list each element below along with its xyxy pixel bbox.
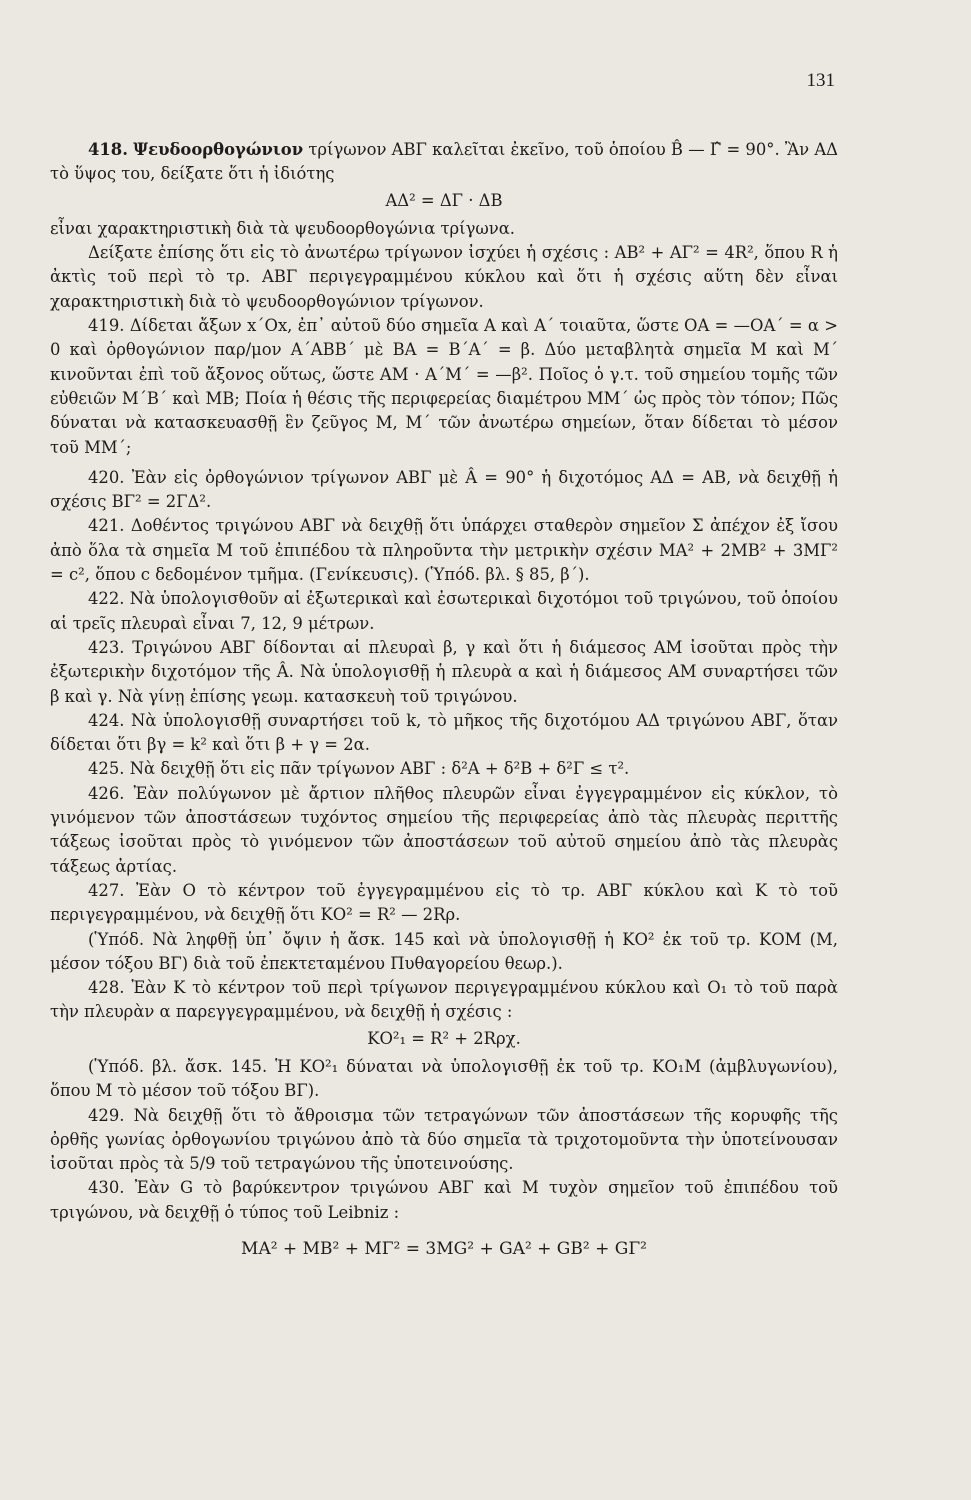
problem-number: 424. bbox=[88, 710, 125, 730]
problem-430 bbox=[50, 1176, 838, 1225]
problem-text: Ἐὰν πολύγωνον μὲ ἄρτιον πλῆθος πλευρῶν εἶναι ἐγγεγραμμένον εἰς κύκλον, τὸ γινόμενον τῶν ἀποστάσεων τυχόντος σημείου τῆς περιφερείας ἀπὸ τὰς πλευρὰς περιττῆς τάξεως ἰσοῦται πρὸς τὸ γινόμενον τῶν ἀποστάσεων τοῦ αὐτοῦ σημείου ἀπὸ τὰς πλευρὰς τάξεως ἀρτίας. bbox=[50, 783, 838, 876]
problem-number: 428. bbox=[88, 978, 125, 998]
problem-428 bbox=[50, 976, 838, 1025]
defined-term: Ψευδοορθογώνιον bbox=[133, 140, 304, 159]
problem-text: Ἐὰν Κ τὸ κέντρον τοῦ περὶ τρίγωνον περιγεγραμμένου κύκλου καὶ Ο₁ τὸ τοῦ παρὰ τὴν πλευρὰν α παρεγγεγραμμένου, νὰ δειχθῇ ἡ σχέσις : bbox=[50, 978, 838, 1022]
leibniz-formula: ΜΑ² + ΜΒ² + ΜΓ² = 3MG² + GA² + GB² + GΓ² bbox=[241, 1239, 647, 1260]
page-number: 131 bbox=[806, 70, 835, 91]
problem-429 bbox=[50, 1104, 838, 1177]
problem-text: Ἐὰν G τὸ βαρύκεντρον τριγώνου ΑΒΓ καὶ Μ τυχὸν σημεῖον τοῦ ἐπιπέδου τοῦ τριγώνου, νὰ δειχθῇ ὁ τύπος τοῦ Leibniz : bbox=[50, 1178, 838, 1222]
problem-hint: (Ὑπόδ. βλ. ἄσκ. 145. Ἡ ΚΟ²₁ δύναται νὰ ὑπολογισθῇ ἐκ τοῦ τρ. ΚΟ₁Μ (ἀμβλυγωνίου), ὅπου Μ τὸ μέσον τοῦ τόξου ΒΓ). bbox=[50, 1056, 838, 1101]
problem-427 bbox=[50, 879, 838, 928]
problem-list bbox=[50, 138, 838, 1261]
problem-text: Νὰ δειχθῇ ὅτι εἰς πᾶν τρίγωνον ΑΒΓ : δ²Α + δ²Β + δ²Γ ≤ τ². bbox=[129, 759, 630, 779]
problem-text: τρίγωνον ΑΒΓ καλεῖται ἐκεῖνο, τοῦ ὁποίου B̂ — Γ̂ = 90°. Ἂν ΑΔ τὸ ὕψος του, δείξατε ὅτι ἡ ἰδιότης bbox=[50, 140, 839, 184]
problem-number: 426. bbox=[88, 783, 125, 803]
formula: ΑΔ² = ΔΓ · ΔΒ bbox=[385, 190, 503, 210]
problem-421 bbox=[50, 514, 838, 587]
problem-text: Δείξατε ἐπίσης ὅτι εἰς τὸ ἀνωτέρω τρίγωνον ἰσχύει ἡ σχέσις : ΑΒ² + ΑΓ² = 4R², ὅπου R ἡ ἀκτὶς τοῦ περὶ τὸ τρ. ΑΒΓ περιγεγραμμένου κύκλου καὶ ὅτι ἡ σχέσις αὕτη δὲν εἶναι χαρακτηριστικὴ διὰ τὸ ψευδοορθογώνιον τρίγωνον. bbox=[50, 243, 838, 311]
problem-number: 422. bbox=[88, 589, 125, 609]
problem-number: 420. bbox=[88, 467, 125, 487]
problem-text: εἶναι χαρακτηριστικὴ διὰ τὰ ψευδοορθογώνια τρίγωνα. bbox=[50, 218, 516, 238]
problem-text: Νὰ ὑπολογισθῇ συναρτήσει τοῦ k, τὸ μῆκος τῆς διχοτόμου ΑΔ τριγώνου ΑΒΓ, ὅταν δίδεται ὅτι βγ = k² καὶ ὅτι β + γ = 2α. bbox=[50, 710, 838, 755]
problem-419 bbox=[50, 314, 838, 460]
problem-number: 427. bbox=[88, 880, 125, 900]
problem-number: 423. bbox=[88, 637, 125, 657]
problem-text: Νὰ δειχθῇ ὅτι τὸ ἄθροισμα τῶν τετραγώνων τῶν ἀποστάσεων τῆς κορυφῆς τῆς ὀρθῆς γωνίας ὀρθογωνίου τριγώνου ἀπὸ τὰ δύο σημεῖα τὰ τριχοτομοῦντα τὴν ὑποτείνουσαν ἰσοῦται πρὸς τὰ 5/9 τοῦ τετραγώνου τῆς ὑποτεινούσης. bbox=[50, 1105, 838, 1174]
problem-number: 425. bbox=[88, 759, 125, 779]
problem-number: 419. bbox=[88, 316, 125, 336]
formula: ΚΟ²₁ = R² + 2Rρχ. bbox=[367, 1028, 521, 1048]
problem-hint: (Ὑπόδ. Νὰ ληφθῇ ὑπ᾽ ὄψιν ἡ ἄσκ. 145 καὶ νὰ ὑπολογισθῇ ἡ ΚΟ² ἐκ τοῦ τρ. ΚΟΜ (Μ, μέσον τόξου ΒΓ) διὰ τοῦ ἐπεκτεταμένου Πυθαγορείου θεωρ.). bbox=[50, 929, 838, 973]
problem-text: Νὰ ὑπολογισθοῦν αἱ ἐξωτερικαὶ καὶ ἐσωτερικαὶ διχοτόμοι τοῦ τριγώνου, τοῦ ὁποίου αἱ τρεῖς πλευραὶ εἶναι 7, 12, 9 μέτρων. bbox=[50, 589, 838, 633]
problem-420 bbox=[50, 466, 838, 515]
problem-422 bbox=[50, 587, 838, 636]
problem-text: Δοθέντος τριγώνου ΑΒΓ νὰ δειχθῇ ὅτι ὑπάρχει σταθερὸν σημεῖον Σ ἀπέχον ἐξ ἴσου ἀπὸ ὅλα τὰ σημεῖα Μ τοῦ ἐπιπέδου τὰ πληροῦντα τὴν μετρικὴν σχέσιν ΜΑ² + 2ΜΒ² + 3ΜΓ² = c², ὅπου c δεδομένον τμῆμα. (Γενίκευσις). (Ὑπόδ. βλ. § 85, β΄). bbox=[50, 516, 838, 585]
problem-426 bbox=[50, 782, 838, 879]
problem-text: Ἐὰν Ο τὸ κέντρον τοῦ ἐγγεγραμμένου εἰς τὸ τρ. ΑΒΓ κύκλου καὶ Κ τὸ τοῦ περιγεγραμμένου, νὰ δειχθῇ ὅτι ΚΟ² = R² — 2Rρ. bbox=[50, 880, 838, 925]
problem-425 bbox=[50, 757, 838, 781]
problem-text: Τριγώνου ΑΒΓ δίδονται αἱ πλευραὶ β, γ καὶ ὅτι ἡ διάμεσος ΑΜ ἰσοῦται πρὸς τὴν ἐξωτερικὴν διχοτόμον τῆς Â. Νὰ ὑπολογισθῇ ἡ πλευρὰ α καὶ ἡ διάμεσος ΑΜ συναρτήσει τῶν β καὶ γ. Νὰ γίνῃ ἐπίσης γεωμ. κατασκευὴ τοῦ τριγώνου. bbox=[50, 637, 838, 706]
problem-number: 421. bbox=[88, 516, 125, 536]
problem-418 bbox=[50, 138, 838, 187]
problem-text: Ἐὰν εἰς ὀρθογώνιον τρίγωνον ΑΒΓ μὲ Â = 90° ἡ διχοτόμος ΑΔ = ΑΒ, νὰ δειχθῇ ἡ σχέσις ΒΓ² = 2ΓΔ². bbox=[50, 467, 838, 512]
problem-number: 429. bbox=[88, 1105, 125, 1125]
problem-number: 430. bbox=[88, 1178, 125, 1198]
problem-423 bbox=[50, 636, 838, 709]
problem-text: Δίδεται ἄξων x΄Ox, ἐπ᾽ αὐτοῦ δύο σημεῖα Α καὶ Α΄ τοιαῦτα, ὥστε OA = —OA΄ = α > 0 καὶ ὀρθογώνιον παρ/μον Α΄ΑΒΒ΄ μὲ ΒΑ = Β΄Α΄ = β. Δύο μεταβλητὰ σημεῖα Μ καὶ Μ΄ κινοῦνται ἐπὶ τοῦ ἄξονος οὕτως, ὥστε ΑΜ · Α΄Μ΄ = —β². Ποῖος ὁ γ.τ. τοῦ σημείου τομῆς τῶν εὐθειῶν Μ΄Β΄ καὶ ΜΒ; Ποία ἡ θέσις τῆς περιφερείας διαμέτρου ΜΜ΄ ὡς πρὸς τὸν τόπον; Πῶς δύναται νὰ κατασκευασθῇ ἓν ζεῦγος Μ, Μ΄ τῶν ἀνωτέρω σημείων, ὅταν δίδεται τὸ μέσον τοῦ ΜΜ΄; bbox=[50, 316, 838, 457]
problem-424 bbox=[50, 709, 838, 758]
problem-number: 418. bbox=[88, 140, 128, 159]
